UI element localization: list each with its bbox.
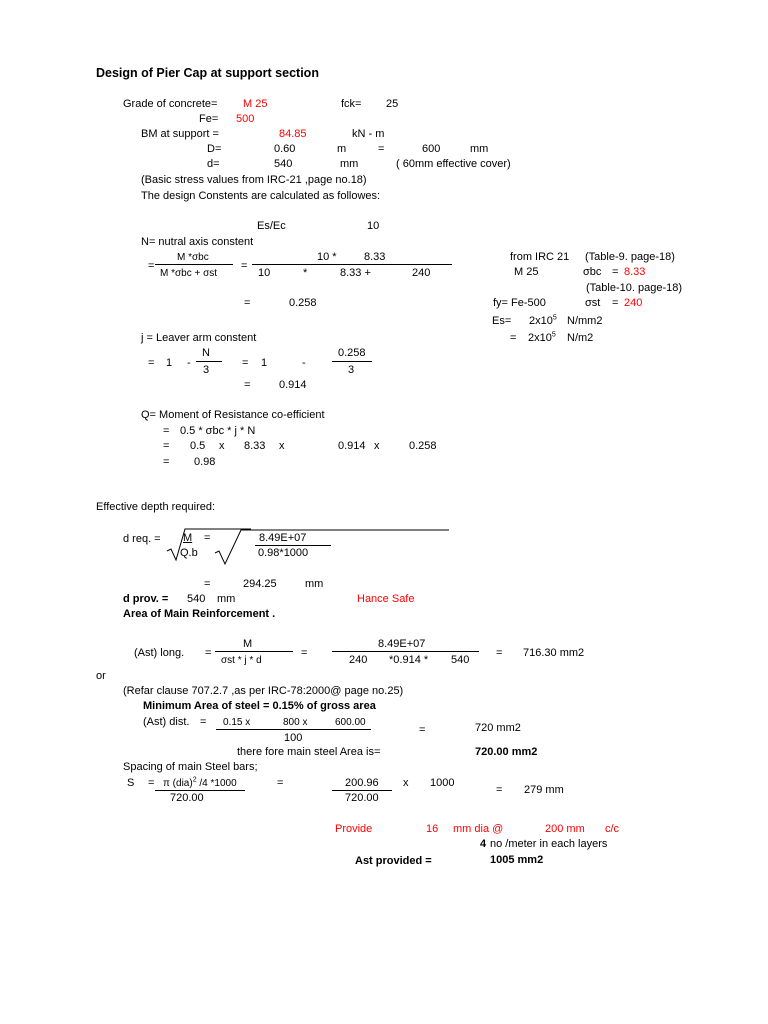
es-unit: N/mm2	[567, 315, 603, 327]
main-reinf-heading: Area of Main Reinforcement .	[123, 608, 276, 620]
irc-fy: fy= Fe-500	[493, 297, 546, 309]
dreq-num: 8.49E+07	[259, 532, 307, 544]
na-res-eq: =	[244, 297, 251, 309]
spacing-num-symbolic: π (dia)$^2$ /4 *1000	[163, 776, 237, 789]
note-design-constants: The design Constents are calculated as followes:	[141, 190, 381, 202]
la-minus2: -	[302, 357, 306, 369]
q-l3-eq: =	[163, 456, 170, 468]
spacing-num: 200.96	[345, 777, 379, 789]
spacing-eq2: =	[277, 777, 284, 789]
la-den-3: 3	[203, 364, 210, 376]
sbc-eq: =	[612, 266, 619, 278]
dreq-Qb: Q.b	[180, 547, 198, 559]
D-eq: =	[378, 143, 385, 155]
la-res-eq: =	[244, 379, 251, 391]
spacing-fraction-line-1	[155, 790, 245, 791]
modular-value: 10	[367, 220, 380, 232]
na-result: 0.258	[289, 297, 317, 309]
spacing-fraction-line-2	[332, 790, 392, 791]
dprov-label: d prov. =	[123, 593, 169, 605]
clause-ref: (Refar clause 707.2.7 ,as per IRC-78:2000@ page no.25)	[123, 685, 404, 697]
es-label: Es=	[492, 315, 512, 327]
la-num-n: N	[202, 347, 210, 359]
na-den-b: 8.33 +	[340, 267, 371, 279]
la-fraction-line-1	[196, 361, 222, 362]
na-fraction-line-2	[252, 264, 452, 265]
na-den-symbolic: M *σbc + σst	[160, 268, 218, 279]
sbc-label: σbc	[583, 266, 602, 278]
es2-eq: =	[510, 332, 517, 344]
q-l2-d: 0.258	[409, 440, 437, 452]
dreq-result: 294.25	[243, 578, 277, 590]
la-one2: 1	[261, 357, 268, 369]
ast-M: M	[243, 638, 253, 650]
provide-dia: 16	[426, 823, 439, 835]
D-label: D=	[207, 143, 222, 155]
irc-table10: (Table-10. page-18)	[586, 282, 683, 294]
min-steel-heading: Minimum Area of steel = 0.15% of gross area	[143, 700, 376, 712]
na-num-a: 10 *	[317, 251, 337, 263]
ast-provided-label: Ast provided =	[355, 855, 432, 867]
spacing-eq3: =	[496, 784, 503, 796]
provide-mm-dia: mm dia @	[453, 823, 504, 835]
na-num-b: 8.33	[364, 251, 386, 263]
spacing-x: x	[403, 777, 409, 789]
la-eq1: =	[148, 357, 155, 369]
ast-den-symbolic: σst * j * d	[221, 655, 262, 666]
ast-den-b: *0.914 *	[389, 654, 429, 666]
dreq-unit: mm	[305, 578, 324, 590]
es-value: $2x10^5$	[529, 314, 557, 327]
therefore-label: there fore main steel Area is=	[237, 746, 381, 758]
spacing-eq1: =	[148, 777, 155, 789]
bm-value: 84.85	[279, 128, 307, 140]
safe-status: Hance Safe	[357, 593, 415, 605]
sst-label: σst	[585, 297, 601, 309]
ast-num: 8.49E+07	[378, 638, 426, 650]
modular-label: Es/Ec	[257, 220, 286, 232]
spacing-den-symbolic: 720.00	[170, 792, 204, 804]
irc-from: from IRC 21	[510, 251, 570, 263]
resistance-heading: Q= Moment of Resistance co-efficient	[141, 409, 325, 421]
D-value: 0.60	[274, 143, 296, 155]
q-l2-c: 0.914	[338, 440, 366, 452]
ast-dist-b: 800 x	[283, 717, 308, 728]
la-one: 1	[166, 357, 173, 369]
d-note: ( 60mm effective cover)	[396, 158, 511, 170]
q-l1-text: 0.5 * σbc * j * N	[180, 425, 256, 437]
fe-value: 500	[236, 113, 255, 125]
ast-long-label: (Ast) long.	[134, 647, 185, 659]
provide-spacing: 200 mm	[545, 823, 585, 835]
bm-label: BM at support =	[141, 128, 219, 140]
sst-value: 240	[624, 297, 643, 309]
ast-dist-eq2: =	[419, 724, 426, 736]
bm-unit: kN - m	[352, 128, 385, 140]
q-l1-eq: =	[163, 425, 170, 437]
sst-eq: =	[612, 297, 619, 309]
D-mm-unit: mm	[470, 143, 489, 155]
ast-fraction-line-1	[215, 651, 293, 652]
q-l2-eq: =	[163, 440, 170, 452]
es2-unit: N/m2	[567, 332, 594, 344]
ast-dist-den: 100	[284, 732, 303, 744]
page-title: Design of Pier Cap at support section	[96, 66, 319, 80]
ast-dist-fraction-line	[216, 729, 371, 730]
ast-eq2: =	[301, 647, 308, 659]
dreq-fraction-line	[255, 545, 331, 546]
sbc-value: 8.33	[624, 266, 646, 278]
fck-value: 25	[386, 98, 399, 110]
spacing-result: 279 mm	[524, 784, 564, 796]
dprov-value: 540	[187, 593, 206, 605]
ast-dist-eq: =	[200, 716, 207, 728]
q-l2-x1: x	[219, 440, 225, 452]
grade-label: Grade of concrete=	[123, 98, 218, 110]
q-l2-x3: x	[374, 440, 380, 452]
ast-dist-c: 600.00	[335, 717, 366, 728]
d-label: d=	[207, 158, 220, 170]
na-den-c: 240	[412, 267, 431, 279]
ast-den-c: 540	[451, 654, 470, 666]
na-eq1: =	[148, 260, 155, 272]
la-minus: -	[187, 357, 191, 369]
d-unit: mm	[340, 158, 359, 170]
or-label: or	[96, 670, 106, 682]
la-den-3b: 3	[348, 364, 355, 376]
lever-arm-heading: j = Leaver arm constent	[141, 332, 257, 344]
ast-long-result: 716.30 mm2	[523, 647, 585, 659]
dprov-unit: mm	[217, 593, 236, 605]
spacing-thousand: 1000	[430, 777, 455, 789]
es2-value: $2x10^5$	[528, 331, 556, 344]
dreq-eq: =	[204, 532, 211, 544]
ast-dist-label: (Ast) dist.	[143, 716, 190, 728]
na-den-op: *	[303, 267, 308, 279]
sqrt-symbol-icon	[213, 527, 453, 567]
note-basic-stress: (Basic stress values from IRC-21 ,page no.18)	[141, 174, 367, 186]
dreq-den: 0.98*1000	[258, 547, 309, 559]
la-eq2: =	[242, 357, 249, 369]
irc-table9: (Table-9. page-18)	[585, 251, 675, 263]
fe-label: Fe=	[199, 113, 219, 125]
ast-eq1: =	[205, 647, 212, 659]
irc-m25: M 25	[514, 266, 539, 278]
bars-count-text: no /meter in each layers	[490, 838, 608, 850]
ast-dist-a: 0.15 x	[223, 717, 251, 728]
la-fraction-line-2	[332, 361, 372, 362]
spacing-heading: Spacing of main Steel bars;	[123, 761, 258, 773]
na-eq2: =	[241, 260, 248, 272]
fck-label: fck=	[341, 98, 362, 110]
q-l2-x2: x	[279, 440, 285, 452]
provide-cc: c/c	[605, 823, 620, 835]
provide-label: Provide	[335, 823, 373, 835]
na-num-symbolic: M *σbc	[177, 252, 209, 263]
q-l3-value: 0.98	[194, 456, 216, 468]
depth-heading: Effective depth required:	[96, 501, 216, 513]
d-value: 540	[274, 158, 293, 170]
ast-dist-result: 720 mm2	[475, 722, 521, 734]
dreq-M: M	[183, 532, 193, 544]
spacing-den: 720.00	[345, 792, 379, 804]
dreq-res-eq: =	[204, 578, 211, 590]
q-l2-a: 0.5	[190, 440, 206, 452]
na-den-a: 10	[258, 267, 271, 279]
ast-eq3: =	[496, 647, 503, 659]
la-result: 0.914	[279, 379, 307, 391]
dreq-label: d req. =	[123, 533, 161, 545]
D-unit: m	[337, 143, 347, 155]
spacing-S: S	[127, 777, 135, 789]
D-mm: 600	[422, 143, 441, 155]
neutral-axis-heading: N= nutral axis constent	[141, 236, 254, 248]
ast-fraction-line-2	[332, 651, 479, 652]
na-fraction-line-1	[155, 264, 233, 265]
ast-den-a: 240	[349, 654, 368, 666]
therefore-value: 720.00 mm2	[475, 746, 538, 758]
bars-count: 4	[480, 838, 487, 850]
grade-value: M 25	[243, 98, 268, 110]
ast-provided-value: 1005 mm2	[490, 854, 544, 866]
la-num-value: 0.258	[338, 347, 366, 359]
q-l2-b: 8.33	[244, 440, 266, 452]
